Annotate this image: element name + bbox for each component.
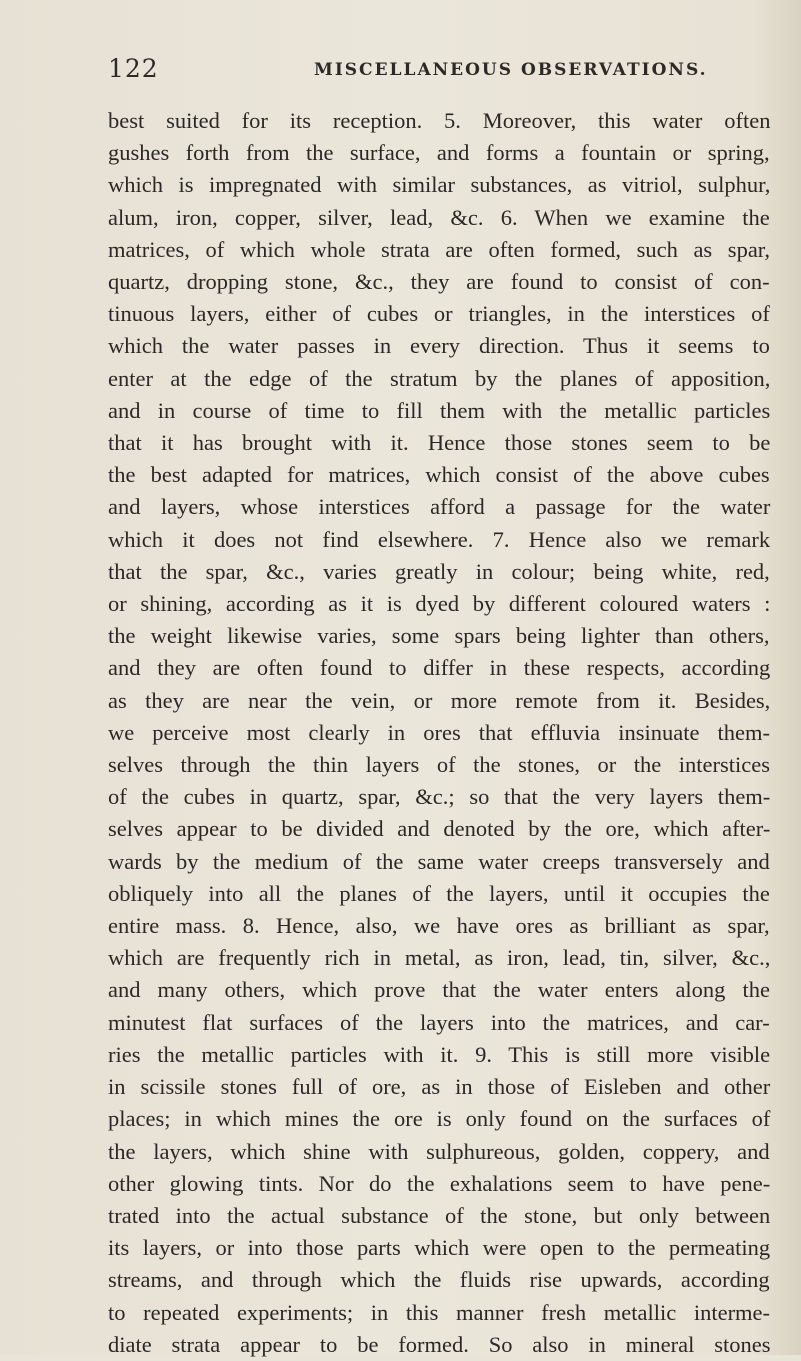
text-line: as they are near the vein, or more remote from it. Besides, [108,687,771,713]
text-line: which it does not find elsewhere. 7. Hence also we remark [108,526,771,552]
text-line: streams, and through which the fluids rise upwards, according [108,1267,770,1293]
running-head [108,54,768,88]
text-line: obliquely into all the planes of the layers, until it occupies the [108,880,770,906]
text-line: trated into the actual substance of the stone, but only between [108,1202,771,1228]
text-line: to repeated experiments; in this manner fresh metallic interme- [108,1299,771,1325]
text-line: quartz, dropping stone, &c., they are found to consist of con- [108,269,770,295]
text-line: its layers, or into those parts which were open to the permeating [108,1235,771,1261]
text-line: other glowing tints. Nor do the exhalations seem to have pene- [108,1170,771,1196]
page-number: 122 [108,54,159,83]
text-line: diate strata appear to be formed. So also in mineral stones [108,1331,771,1357]
text-line: and many others, which prove that the water enters along the [108,977,770,1003]
text-line: in scissile stones full of ore, as in those of Eisleben and other [108,1074,771,1100]
text-line: selves appear to be divided and denoted by the ore, which after- [108,816,771,842]
text-line: tinuous layers, either of cubes or triangles, in the interstices of [108,301,770,327]
text-line: ries the metallic particles with it. 9. This is still more visible [108,1041,771,1067]
text-line: the best adapted for matrices, which consist of the above cubes [108,462,770,488]
text-line: alum, iron, copper, silver, lead, &c. 6. When we examine the [108,204,770,230]
text-line: which is impregnated with similar substances, as vitriol, sulphur, [108,172,771,198]
text-line: that it has brought with it. Hence those stones seem to be [108,430,771,456]
text-line: best suited for its reception. 5. Moreover, this water often [108,108,771,133]
text-line: of the cubes in quartz, spar, &c.; so that the very layers them- [108,784,771,810]
text-line: we perceive most clearly in ores that effluvia insinuate them- [108,719,771,745]
running-title: MISCELLANEOUS OBSERVATIONS. [314,60,708,80]
text-line: enter at the edge of the stratum by the planes of apposition, [108,365,771,391]
text-line: gushes forth from the surface, and forms a fountain or spring, [108,140,770,166]
text-line: places; in which mines the ore is only found on the surfaces of [108,1106,771,1132]
text-line: matrices, of which whole strata are often formed, such as spar, [108,236,771,262]
text-line: the layers, which shine with sulphureous, golden, coppery, and [108,1138,770,1164]
text-line: and layers, whose interstices afford a passage for the water [108,494,771,520]
text-line: which are frequently rich in metal, as iron, lead, tin, silver, &c., [108,945,771,971]
text-line: entire mass. 8. Hence, also, we have ores as brilliant as spar, [108,913,770,939]
text-line: or shining, according as it is dyed by different coloured waters : [108,591,771,617]
text-line: minutest flat surfaces of the layers into the matrices, and car- [108,1009,770,1035]
text-line: selves through the thin layers of the stones, or the interstices [108,752,770,778]
text-line: and they are often found to differ in these respects, according [108,655,771,681]
text-line: wards by the medium of the same water creeps transversely and [108,848,770,874]
body-text [108,105,770,1361]
text-line: the weight likewise varies, some spars being lighter than others, [108,623,770,649]
text-line: that the spar, &c., varies greatly in colour; being white, red, [108,558,770,584]
text-line: which the water passes in every direction. Thus it seems to [108,333,770,359]
text-line: and in course of time to fill them with the metallic particles [108,397,771,423]
